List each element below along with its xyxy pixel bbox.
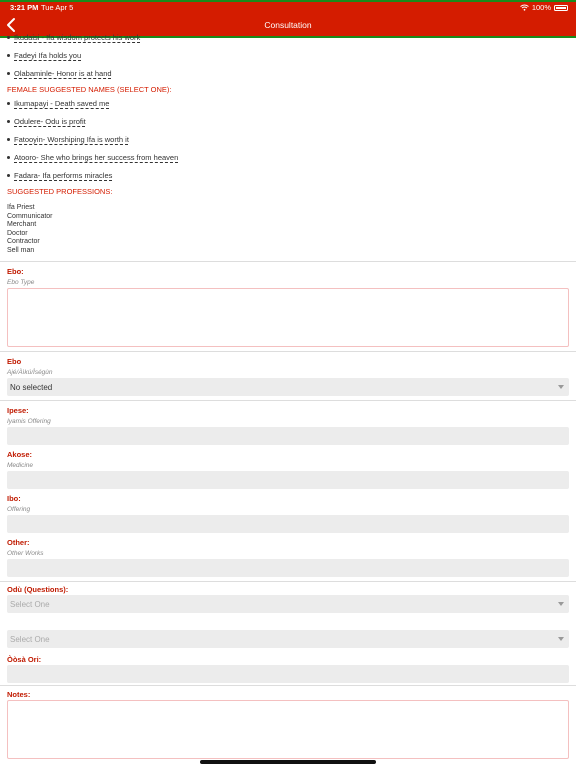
akose-label: Akose: — [7, 450, 33, 459]
bullet-icon — [7, 102, 10, 105]
ipese-label: Ipese: — [7, 406, 29, 415]
wifi-icon — [520, 4, 529, 11]
odu-label: Odù (Questions): — [7, 585, 69, 594]
oosa-ori-label: Òòsà Ori: — [7, 655, 42, 664]
male-name-item[interactable]: Olabaminle- Honor is at hand — [7, 69, 112, 78]
female-name-item[interactable]: Fatooyin- Worshiping Ifa is worth it — [7, 135, 129, 144]
bullet-icon — [7, 138, 10, 141]
notes-textarea[interactable] — [7, 700, 569, 759]
notes-label: Notes: — [7, 690, 31, 699]
bullet-icon — [7, 174, 10, 177]
odu-select-2-placeholder: Select One — [10, 635, 50, 644]
ebo-select-value: No selected — [10, 383, 53, 392]
professions-heading: SUGGESTED PROFESSIONS: — [7, 187, 113, 196]
page-title: Consultation — [264, 20, 312, 30]
ebo-type-sublabel: Ebo Type — [7, 279, 35, 286]
other-label: Other: — [7, 538, 30, 547]
ipese-input[interactable] — [7, 427, 569, 445]
battery-percent: 100% — [531, 3, 551, 12]
bullet-icon — [7, 36, 10, 39]
bullet-icon — [7, 72, 10, 75]
profession-item: Merchant — [7, 221, 37, 228]
ebo-select[interactable] — [7, 378, 569, 396]
ibo-label: Ibo: — [7, 494, 21, 503]
profession-item: Sell man — [7, 246, 35, 254]
akose-sublabel: Medicine — [7, 462, 34, 469]
other-input[interactable] — [7, 559, 569, 577]
odu-select-1[interactable] — [7, 595, 569, 613]
odu-select-1-placeholder: Select One — [10, 600, 50, 609]
female-names-heading: FEMALE SUGGESTED NAMES (SELECT ONE): — [7, 85, 172, 94]
bullet-icon — [7, 120, 10, 123]
oosa-ori-input[interactable] — [7, 665, 569, 683]
ebo-type-textarea[interactable] — [7, 288, 569, 347]
other-sublabel: Other Works — [7, 550, 44, 557]
ebo-label: Ebo — [7, 357, 22, 366]
male-name-item[interactable]: Fadeyi Ifa holds you — [7, 51, 81, 60]
ipese-sublabel: Iyamis Offering — [7, 418, 51, 425]
bullet-icon — [7, 54, 10, 57]
chevron-down-icon — [558, 637, 564, 641]
profession-item: Doctor — [7, 229, 28, 237]
status-date: Tue Apr 5 — [41, 3, 74, 12]
divider — [0, 400, 576, 401]
scroll-content[interactable] — [0, 33, 576, 760]
profession-item: Contractor — [7, 238, 40, 245]
male-name-item[interactable]: Ikudaisi - Ifa wisdom protects his work — [7, 33, 140, 42]
ibo-sublabel: Offering — [7, 506, 31, 513]
akose-input[interactable] — [7, 471, 569, 489]
ebo-sublabel: Ajé/Àìkú/Ìségùn — [7, 369, 53, 376]
divider — [0, 685, 576, 686]
profession-item: Ifa Priest — [7, 204, 35, 211]
divider — [0, 261, 576, 262]
profession-item: Communicator — [7, 212, 53, 220]
home-indicator[interactable] — [200, 760, 376, 764]
status-time: 3:21 PM — [10, 3, 39, 12]
female-name-item[interactable]: Fadara- Ifa performs miracles — [7, 171, 112, 180]
status-right — [520, 3, 568, 12]
ebo-type-label: Ebo: — [7, 267, 24, 276]
odu-select-2[interactable] — [7, 630, 569, 648]
female-name-item[interactable]: Atooro- She who brings her success from heaven — [7, 153, 178, 162]
chevron-down-icon — [558, 385, 564, 389]
divider — [0, 351, 576, 352]
female-name-item[interactable]: Odulere- Odu is profit — [7, 117, 86, 126]
ibo-input[interactable] — [7, 515, 569, 533]
battery-icon — [554, 5, 568, 11]
bullet-icon — [7, 156, 10, 159]
status-bar — [0, 0, 576, 12]
chevron-down-icon — [558, 602, 564, 606]
divider — [0, 581, 576, 582]
female-name-item[interactable]: Ikumapayi - Death saved me — [7, 99, 109, 108]
